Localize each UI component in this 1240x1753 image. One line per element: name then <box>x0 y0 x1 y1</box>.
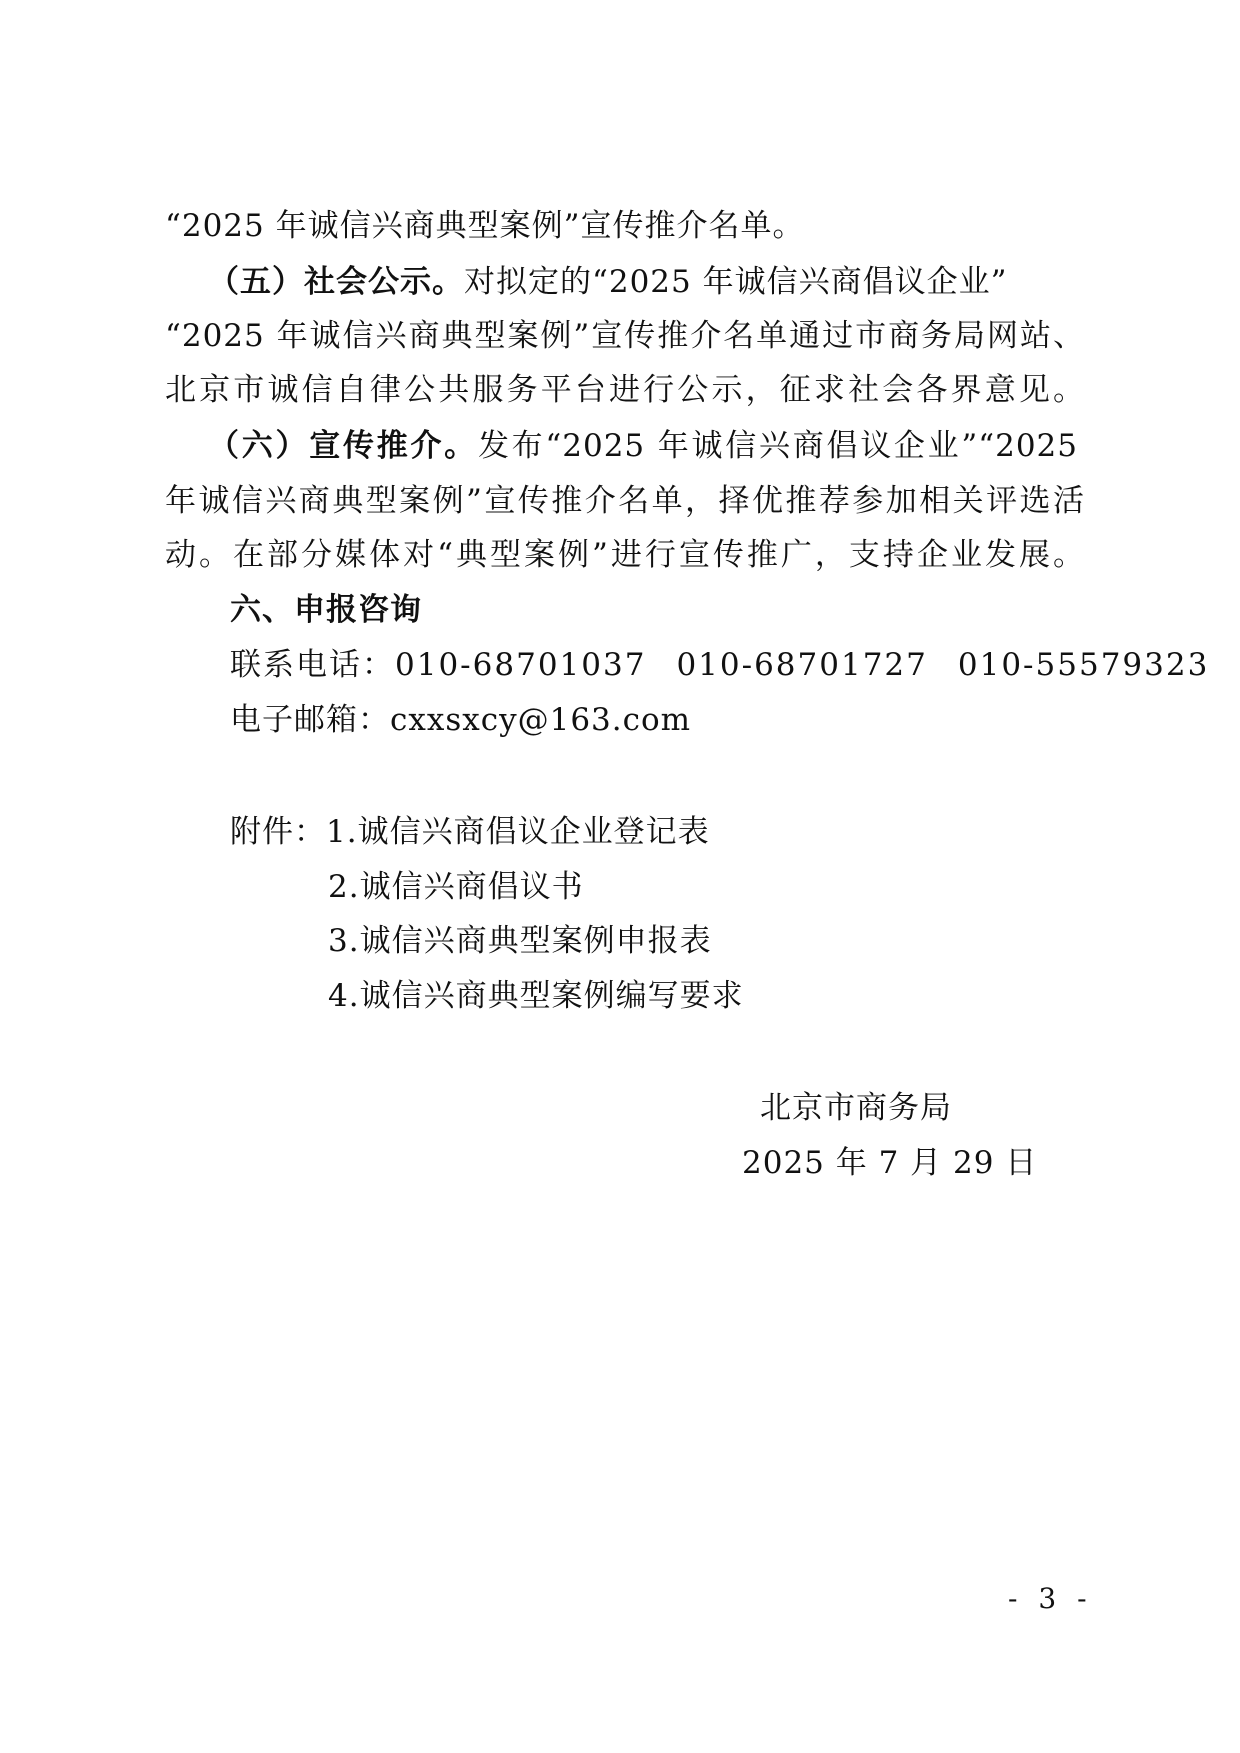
item-five-text-2: “2025 年诚信兴商典型案例”宣传推介名单通过市商务局网站、 <box>165 318 1085 354</box>
attachment-item: 2.诚信兴商倡议书 <box>328 869 584 905</box>
email-line <box>230 700 691 740</box>
email-address: cxxsxcy@163.com <box>390 702 692 738</box>
attachment-line-4 <box>328 976 744 1016</box>
item-six-line-2 <box>165 481 1085 521</box>
signature-org-text: 北京市商务局 <box>760 1090 952 1126</box>
attachment-item: 1.诚信兴商倡议企业登记表 <box>326 814 710 850</box>
phone-label: 联系电话： <box>230 647 395 683</box>
item-six-line-1 <box>208 426 1078 466</box>
section-six-heading-text: 六、申报咨询 <box>230 592 422 628</box>
attachment-line-3 <box>328 921 712 961</box>
item-six-line-3 <box>165 535 1085 575</box>
attachment-item: 4.诚信兴商典型案例编写要求 <box>328 978 744 1014</box>
page-number-text: - 3 - <box>1008 1582 1093 1615</box>
item-five-text-3: 北京市诚信自律公共服务平台进行公示，征求社会各界意见。 <box>165 372 1085 408</box>
phone-number-1: 010-68701037 <box>395 647 647 683</box>
continued-paragraph-line <box>165 206 804 246</box>
item-five-line-1 <box>208 262 1008 302</box>
section-six-heading <box>230 590 422 630</box>
page-number <box>1008 1582 1093 1615</box>
item-six-text-3: 动。在部分媒体对“典型案例”进行宣传推广，支持企业发展。 <box>165 537 1085 573</box>
attachment-line-1 <box>230 812 710 852</box>
signature-date <box>742 1143 1037 1183</box>
phone-line <box>230 645 1209 685</box>
attachments-label: 附件： <box>230 814 326 850</box>
continued-text: “2025 年诚信兴商典型案例”宣传推介名单。 <box>165 208 805 244</box>
item-six-text-1: 发布“2025 年诚信兴商倡议企业”“2025 <box>477 428 1079 464</box>
signature-date-text: 2025 年 7 月 29 日 <box>742 1145 1038 1181</box>
item-five-line-2 <box>165 316 1085 356</box>
item-six-title: （六）宣传推介。 <box>208 428 478 464</box>
item-five-title: （五）社会公示。 <box>208 264 464 300</box>
item-five-text-1: 对拟定的“2025 年诚信兴商倡议企业” <box>464 264 1008 300</box>
attachment-item: 3.诚信兴商典型案例申报表 <box>328 923 712 959</box>
email-label: 电子邮箱： <box>230 702 390 738</box>
phone-number-2: 010-68701727 <box>676 647 928 683</box>
attachment-line-2 <box>328 867 584 907</box>
item-six-text-2: 年诚信兴商典型案例”宣传推介名单，择优推荐参加相关评选活 <box>165 483 1085 519</box>
phone-number-3: 010-55579323 <box>957 647 1210 683</box>
signature-org <box>760 1088 952 1128</box>
item-five-line-3 <box>165 370 1085 410</box>
